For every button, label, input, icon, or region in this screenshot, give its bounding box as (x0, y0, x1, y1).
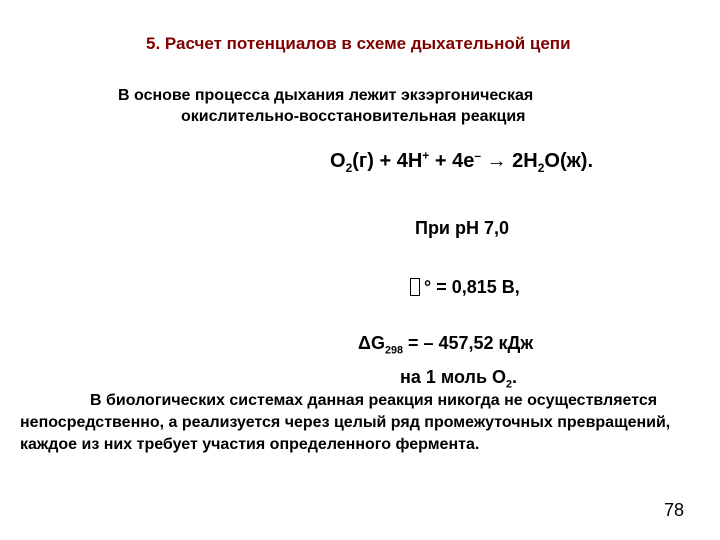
intro-line-2: окислительно-восстановительная реакция (181, 108, 526, 125)
gibbs-energy-line (358, 333, 534, 357)
standard-potential-line (410, 277, 520, 298)
reaction-equation (330, 150, 593, 173)
eq-o: O (330, 150, 346, 172)
intro-text (118, 85, 533, 127)
per-mole-suffix: . (512, 367, 518, 387)
slide-title: 5. Расчет потенциалов в схеме дыхательной цепи (146, 34, 571, 53)
standard-potential-value: ° = 0,815 В, (424, 277, 520, 297)
ph-line: При рН 7,0 (415, 218, 510, 238)
body-paragraph: В биологических системах данная реакция никогда не осуществляется непосредственно, а реализуется через целый ряд промежуточных превращений, каждое из них требует участия определенного фермента. (20, 392, 671, 453)
eq-part3: → 2H (481, 150, 538, 172)
eq-h-sup: + (422, 148, 430, 163)
eq-o-sub: 2 (345, 161, 353, 175)
dg-suffix: = – 457,52 кДж (402, 333, 534, 353)
eq-e-sup: – (474, 148, 482, 163)
intro-line-1: В основе процесса дыхания лежит экзэргоническая (118, 87, 534, 104)
dg-prefix: ΔG (358, 333, 385, 353)
dg-sub: 298 (384, 344, 403, 357)
eq-h2-sub: 2 (537, 161, 545, 175)
per-mole-prefix: на 1 моль О (400, 367, 507, 387)
missing-glyph-icon (410, 278, 420, 296)
per-mole-line (400, 367, 518, 391)
eq-part2: + 4e (429, 150, 475, 172)
eq-part1: (г) + 4H (352, 150, 423, 172)
page-number: 78 (664, 500, 685, 520)
per-mole-sub: 2 (506, 378, 513, 391)
eq-part4: O(ж). (544, 150, 594, 172)
